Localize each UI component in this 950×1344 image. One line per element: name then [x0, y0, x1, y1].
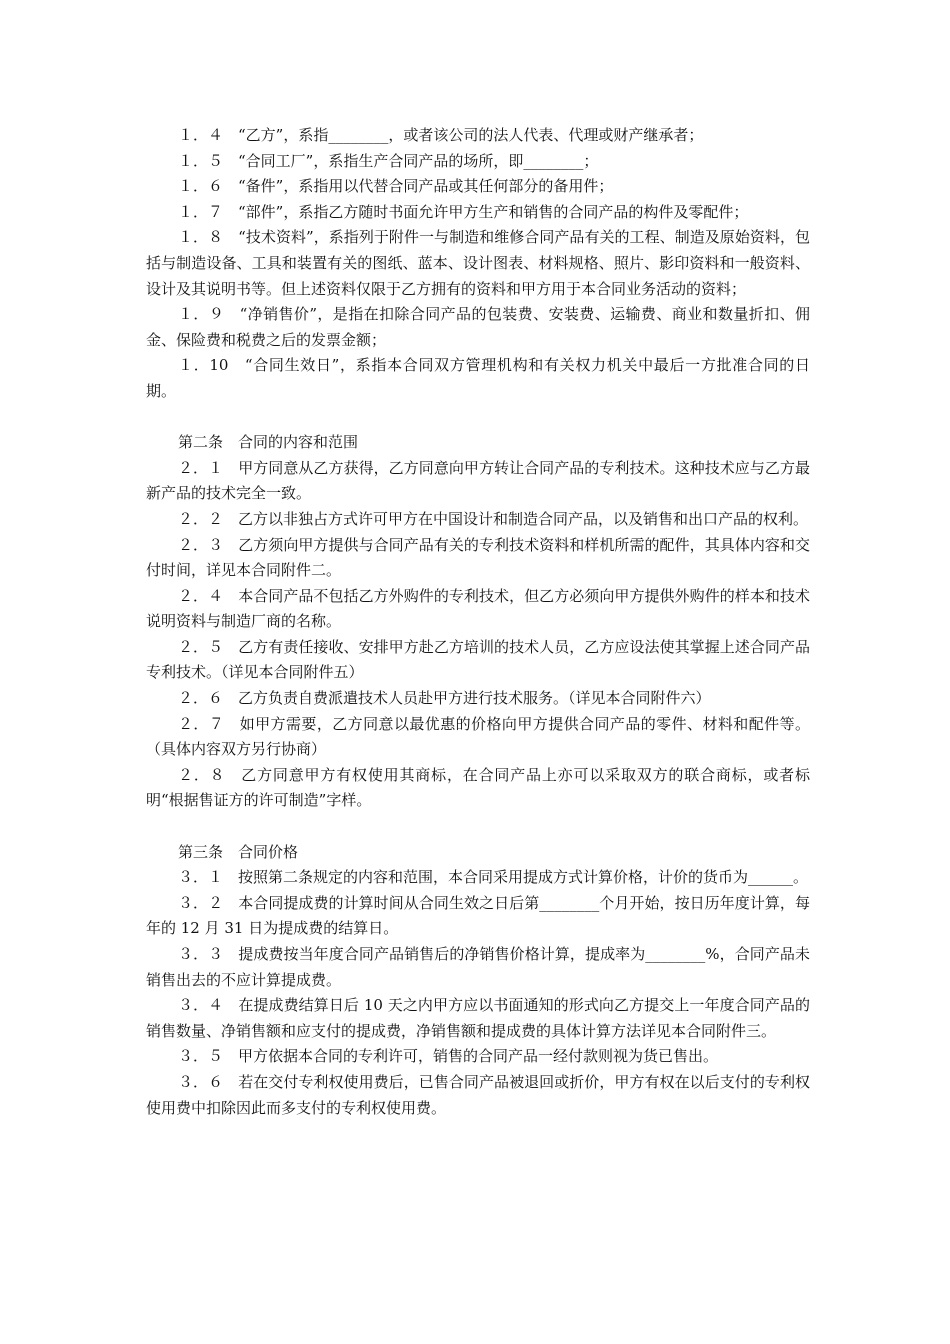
- clause-2-5: ２．５ 乙方有责任接收、安排甲方赴乙方培训的技术人员，乙方应设法使其掌握上述合同产品专利技术。（详见本合同附件五）: [146, 637, 810, 682]
- clause-2-6: ２．６ 乙方负责自费派遣技术人员赴甲方进行技术服务。（详见本合同附件六）: [178, 689, 711, 708]
- clause-1-10: １．10 “合同生效日”，系指本合同双方管理机构和有关权力机关中最后一方批准合同的日期。: [146, 356, 810, 400]
- clause-3-2: ３．２ 本合同提成费的计算时间从合同生效之日后第________个月开始，按日历年度计算，每年的 12 月 31 日为提成费的结算日。: [146, 893, 810, 938]
- article-2-heading: 第二条 合同的内容和范围: [178, 433, 359, 452]
- clause-2-3: ２．３ 乙方须向甲方提供与合同产品有关的专利技术资料和样机所需的配件，其具体内容和交付时间，详见本合同附件二。: [146, 535, 810, 580]
- section-spacer: [146, 814, 810, 840]
- article-3-heading: 第三条 合同价格: [178, 842, 299, 861]
- clause-2-7: ２．７ 如甲方需要，乙方同意以最优惠的价格向甲方提供合同产品的零件、材料和配件等。（具体内容双方另行协商）: [146, 714, 810, 759]
- clause-1-7: １．７ “部件”，系指乙方随时书面允许甲方生产和销售的合同产品的构件及零配件；: [178, 202, 749, 221]
- clause-1-5: １．５ “合同工厂”，系指生产合同产品的场所，即________；: [178, 151, 599, 170]
- section-1-continued: [146, 123, 810, 405]
- clause-1-9: １．９ “净销售价”，是指在扣除合同产品的包装费、安装费、运输费、商业和数量折扣、佣金、保险费和税费之后的发票金额；: [146, 305, 810, 349]
- clause-3-5: ３．５ 甲方依据本合同的专利许可，销售的合同产品一经付款则视为货已售出。: [178, 1047, 719, 1066]
- section-3: [146, 840, 810, 1122]
- clause-3-6: ３．６ 若在交付专利权使用费后，已售合同产品被退回或折价，甲方有权在以后支付的专利权使用费中扣除因此而多支付的专利权使用费。: [146, 1072, 810, 1117]
- clause-2-4: ２．４ 本合同产品不包括乙方外购件的专利技术，但乙方必须向甲方提供外购件的样本和技术说明资料与制造厂商的名称。: [146, 586, 810, 631]
- clause-2-2: ２．２ 乙方以非独占方式许可甲方在中国设计和制造合同产品，以及销售和出口产品的权利。: [178, 509, 809, 528]
- clause-1-8: １．８ “技术资料”，系指列于附件一与制造和维修合同产品有关的工程、制造及原始资料，包括与制造设备、工具和装置有关的图纸、蓝本、设计图表、材料规格、照片、影印资料和一般资料、设计及其说明书等。但上述资料仅限于乙方拥有的资料和甲方用于本合同业务活动的资料；: [146, 228, 810, 298]
- clause-3-3: ３．３ 提成费按当年度合同产品销售后的净销售价格计算，提成率为________%，合同产品未销售出去的不应计算提成费。: [146, 945, 810, 989]
- clause-2-1: ２．１ 甲方同意从乙方获得，乙方同意向甲方转让合同产品的专利技术。这种技术应与乙方最新产品的技术完全一致。: [146, 458, 810, 503]
- section-2: [146, 430, 810, 814]
- clause-3-1: ３．１ 按照第二条规定的内容和范围，本合同采用提成方式计算价格，计价的货币为______。: [178, 868, 809, 887]
- clause-3-4: ３．４ 在提成费结算日后 10 天之内甲方应以书面通知的形式向乙方提交上一年度合同产品的销售数量、净销售额和应支付的提成费，净销售额和提成费的具体计算方法详见本合同附件三。: [146, 996, 810, 1040]
- clause-1-6: １．６ “备件”，系指用以代替合同产品或其任何部分的备用件；: [178, 177, 614, 196]
- section-spacer: [146, 405, 810, 431]
- clause-2-8: ２．８ 乙方同意甲方有权使用其商标，在合同产品上亦可以采取双方的联合商标，或者标明“根据售证方的许可制造”字样。: [146, 765, 810, 810]
- clause-1-4: １．４ “乙方”，系指________，或者该公司的法人代表、代理或财产继承者；: [178, 126, 704, 144]
